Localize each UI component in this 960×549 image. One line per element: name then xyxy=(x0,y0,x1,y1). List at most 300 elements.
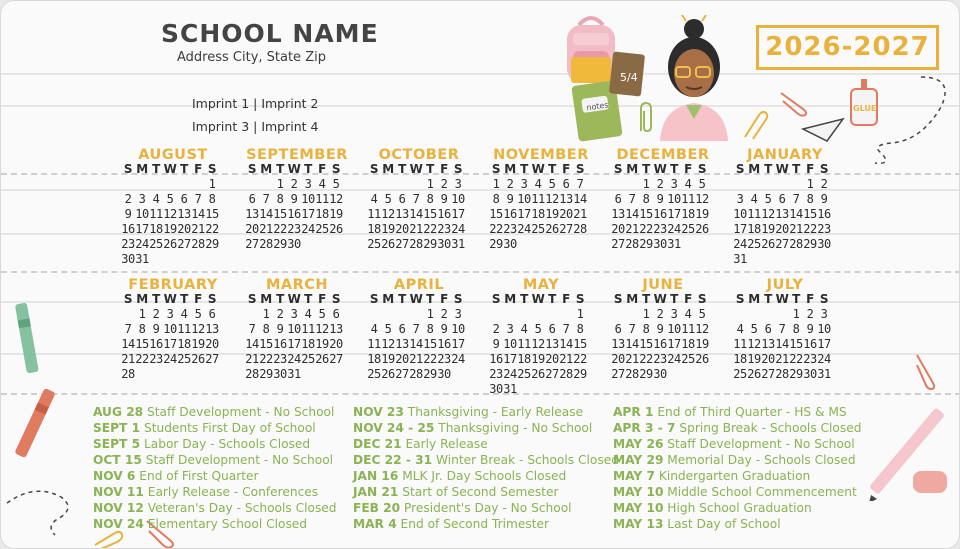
event-item xyxy=(613,516,861,532)
day-number: 19 xyxy=(381,352,395,366)
day-number: 3 xyxy=(520,177,528,191)
day-number: 10 xyxy=(517,192,531,206)
day-number: 30 xyxy=(437,237,451,251)
day-number: 18 xyxy=(367,222,381,236)
day-number: 22 xyxy=(273,222,287,236)
day-number: 9 xyxy=(656,192,664,206)
day-number: 20 xyxy=(395,352,409,366)
weekday-header: T xyxy=(152,162,160,176)
weekday-header: M xyxy=(748,162,760,176)
day-number: 17 xyxy=(163,337,177,351)
weekday-header: S xyxy=(453,162,463,176)
day-number: 2 xyxy=(290,177,298,191)
day-number: 26 xyxy=(163,237,177,251)
day-number: 1 xyxy=(792,307,800,321)
day-number: 27 xyxy=(177,237,191,251)
event-item xyxy=(353,516,619,532)
day-number: 9 xyxy=(124,207,132,221)
weekday-header: W xyxy=(531,162,545,176)
day-number: 5 xyxy=(194,307,202,321)
weekday-header: M xyxy=(626,292,638,306)
paperclip-icon xyxy=(739,109,769,143)
day-number: 10 xyxy=(667,322,681,336)
notebook-label: notes xyxy=(585,100,610,113)
event-description: Staff Development - No School xyxy=(667,437,855,451)
month-september xyxy=(245,146,349,252)
blank-day xyxy=(503,307,517,322)
day-grid xyxy=(611,292,715,382)
day-number: 24 xyxy=(451,222,465,236)
weekday-header: M xyxy=(260,162,272,176)
day-number: 30 xyxy=(273,367,287,381)
day-number: 20 xyxy=(177,222,191,236)
day-number: 30 xyxy=(653,367,667,381)
day-number: 24 xyxy=(301,222,315,236)
day-number: 5 xyxy=(318,307,326,321)
blank-day xyxy=(761,177,775,192)
event-description: Elementary School Closed xyxy=(147,517,308,531)
day-number: 21 xyxy=(121,352,135,366)
day-number: 15 xyxy=(639,207,653,221)
day-number: 7 xyxy=(262,192,270,206)
day-number: 27 xyxy=(775,237,789,251)
day-number: 30 xyxy=(489,382,503,396)
weekday-header: S xyxy=(735,162,745,176)
day-number: 19 xyxy=(315,337,329,351)
day-number: 15 xyxy=(205,207,219,221)
day-number: 27 xyxy=(545,367,559,381)
events-column-1 xyxy=(93,404,337,532)
weekday-header: S xyxy=(247,162,257,176)
event-item xyxy=(353,468,619,484)
event-item xyxy=(93,484,337,500)
blank-day xyxy=(625,177,639,192)
day-number: 7 xyxy=(778,322,786,336)
day-number: 17 xyxy=(733,222,747,236)
day-number: 3 xyxy=(290,307,298,321)
day-number: 16 xyxy=(287,207,301,221)
weekday-header: F xyxy=(684,292,692,306)
event-date: DEC 21 xyxy=(353,437,402,451)
day-number: 25 xyxy=(149,237,163,251)
month-may xyxy=(489,276,593,397)
day-number: 31 xyxy=(817,367,831,381)
day-number: 2 xyxy=(656,307,664,321)
weekday-header: S xyxy=(613,292,623,306)
day-number: 2 xyxy=(506,177,514,191)
weekday-header: F xyxy=(194,292,202,306)
day-number: 4 xyxy=(534,177,542,191)
school-name: SCHOOL NAME xyxy=(161,19,379,48)
event-date: NOV 6 xyxy=(93,469,136,483)
day-number: 7 xyxy=(576,177,584,191)
blank-day xyxy=(733,177,747,192)
day-number: 15 xyxy=(489,207,503,221)
weekday-header: F xyxy=(806,292,814,306)
day-number: 21 xyxy=(245,352,259,366)
day-number: 22 xyxy=(135,352,149,366)
day-number: 2 xyxy=(276,307,284,321)
day-number: 27 xyxy=(205,352,219,366)
day-number: 19 xyxy=(329,207,343,221)
day-number: 24 xyxy=(667,222,681,236)
day-number: 20 xyxy=(545,352,559,366)
day-number: 26 xyxy=(695,352,709,366)
event-item xyxy=(613,484,861,500)
day-number: 22 xyxy=(205,222,219,236)
blank-day xyxy=(177,177,191,192)
day-grid xyxy=(245,292,349,382)
event-item xyxy=(93,500,337,516)
day-number: 17 xyxy=(817,337,831,351)
day-number: 29 xyxy=(489,237,503,251)
day-number: 1 xyxy=(276,177,284,191)
day-number: 23 xyxy=(817,222,831,236)
day-number: 30 xyxy=(817,237,831,251)
weekday-header: S xyxy=(491,292,501,306)
day-number: 1 xyxy=(806,177,814,191)
day-number: 6 xyxy=(398,192,406,206)
event-item xyxy=(613,468,861,484)
day-number: 2 xyxy=(492,322,500,336)
weekday-header: W xyxy=(409,292,423,306)
crayon-icon xyxy=(11,383,61,463)
event-description: Winter Break - Schools Closed xyxy=(435,453,619,467)
day-grid xyxy=(489,162,593,252)
weekday-header: F xyxy=(440,162,448,176)
blank-day xyxy=(489,307,503,322)
weekday-header: W xyxy=(531,292,545,306)
day-number: 24 xyxy=(287,352,301,366)
day-number: 13 xyxy=(559,192,573,206)
day-number: 20 xyxy=(329,337,343,351)
blank-day xyxy=(789,177,803,192)
day-grid xyxy=(367,162,471,252)
day-number: 25 xyxy=(733,367,747,381)
day-number: 3 xyxy=(820,307,828,321)
month-name: OCTOBER xyxy=(378,147,460,163)
event-item xyxy=(613,500,861,516)
month-august xyxy=(121,146,225,267)
day-number: 3 xyxy=(506,322,514,336)
month-name: NOVEMBER xyxy=(493,147,589,163)
day-number: 16 xyxy=(653,337,667,351)
day-number: 11 xyxy=(301,322,315,336)
weekday-header: T xyxy=(426,162,434,176)
blank-day xyxy=(395,177,409,192)
day-number: 15 xyxy=(423,337,437,351)
day-number: 26 xyxy=(329,222,343,236)
day-number: 17 xyxy=(301,207,315,221)
day-number: 8 xyxy=(806,192,814,206)
event-description: Labor Day - Schools Closed xyxy=(143,437,311,451)
day-number: 28 xyxy=(559,367,573,381)
day-number: 19 xyxy=(747,352,761,366)
day-number: 14 xyxy=(559,337,573,351)
event-date: MAY 29 xyxy=(613,453,664,467)
day-number: 16 xyxy=(817,207,831,221)
day-number: 7 xyxy=(562,322,570,336)
day-number: 20 xyxy=(761,352,775,366)
day-number: 25 xyxy=(367,237,381,251)
day-number: 8 xyxy=(576,322,584,336)
day-number: 12 xyxy=(695,322,709,336)
day-number: 4 xyxy=(152,192,160,206)
day-number: 4 xyxy=(750,192,758,206)
day-number: 19 xyxy=(695,207,709,221)
blank-day xyxy=(517,307,531,322)
blank-day xyxy=(121,307,135,322)
day-number: 18 xyxy=(315,207,329,221)
school-address: Address City, State Zip xyxy=(177,50,326,65)
day-number: 27 xyxy=(395,237,409,251)
weekday-header: W xyxy=(287,162,301,176)
weekday-header: T xyxy=(426,292,434,306)
day-number: 7 xyxy=(628,322,636,336)
weekday-header: M xyxy=(136,292,148,306)
day-number: 26 xyxy=(315,352,329,366)
event-item xyxy=(93,468,337,484)
event-date: MAR 4 xyxy=(353,517,397,531)
day-number: 26 xyxy=(747,367,761,381)
weekday-header: T xyxy=(304,162,312,176)
day-number: 6 xyxy=(562,177,570,191)
day-grid xyxy=(121,292,225,382)
day-number: 7 xyxy=(412,192,420,206)
day-number: 23 xyxy=(121,237,135,251)
month-june xyxy=(611,276,715,382)
day-number: 3 xyxy=(166,307,174,321)
day-number: 8 xyxy=(208,192,216,206)
weekday-header: S xyxy=(613,162,623,176)
day-number: 4 xyxy=(318,177,326,191)
day-number: 15 xyxy=(789,337,803,351)
blank-day xyxy=(531,307,545,322)
blank-day xyxy=(245,307,259,322)
day-number: 29 xyxy=(639,237,653,251)
event-item xyxy=(93,420,337,436)
weekday-header: T xyxy=(764,162,772,176)
event-description: Early Release - Conferences xyxy=(147,485,319,499)
day-number: 10 xyxy=(451,322,465,336)
day-number: 2 xyxy=(656,177,664,191)
day-number: 18 xyxy=(681,207,695,221)
day-number: 12 xyxy=(531,337,545,351)
day-number: 12 xyxy=(381,207,395,221)
day-number: 23 xyxy=(503,222,517,236)
day-number: 28 xyxy=(121,367,135,381)
day-number: 15 xyxy=(423,207,437,221)
day-number: 30 xyxy=(121,252,135,266)
weekday-header: F xyxy=(318,162,326,176)
day-number: 9 xyxy=(656,322,664,336)
weekday-header: S xyxy=(453,292,463,306)
day-number: 23 xyxy=(273,352,287,366)
day-number: 4 xyxy=(684,177,692,191)
month-october xyxy=(367,146,471,252)
event-item xyxy=(93,452,337,468)
day-number: 19 xyxy=(163,222,177,236)
weekday-header: M xyxy=(626,162,638,176)
blank-day xyxy=(761,307,775,322)
day-number: 6 xyxy=(548,322,556,336)
day-number: 19 xyxy=(531,352,545,366)
weekday-header: S xyxy=(697,162,707,176)
day-number: 21 xyxy=(573,207,587,221)
day-number: 27 xyxy=(559,222,573,236)
day-number: 22 xyxy=(423,352,437,366)
blank-day xyxy=(149,177,163,192)
day-number: 28 xyxy=(191,237,205,251)
event-description: End of Third Quarter - HS & MS xyxy=(657,405,847,419)
day-number: 10 xyxy=(451,192,465,206)
day-number: 16 xyxy=(437,207,451,221)
month-name: JANUARY xyxy=(747,147,823,163)
day-number: 31 xyxy=(287,367,301,381)
day-number: 28 xyxy=(789,237,803,251)
day-number: 2 xyxy=(152,307,160,321)
weekday-header: T xyxy=(642,162,650,176)
day-number: 10 xyxy=(301,192,315,206)
day-number: 5 xyxy=(384,192,392,206)
day-number: 25 xyxy=(681,352,695,366)
day-number: 24 xyxy=(135,237,149,251)
event-item xyxy=(353,484,619,500)
day-number: 29 xyxy=(205,237,219,251)
day-number: 31 xyxy=(135,252,149,266)
weekday-header: F xyxy=(318,292,326,306)
day-number: 10 xyxy=(733,207,747,221)
day-number: 5 xyxy=(764,192,772,206)
blank-day xyxy=(545,307,559,322)
day-number: 3 xyxy=(670,307,678,321)
day-number: 25 xyxy=(531,222,545,236)
event-item xyxy=(353,420,619,436)
day-number: 24 xyxy=(451,352,465,366)
day-number: 1 xyxy=(492,177,500,191)
month-name: DECEMBER xyxy=(616,147,710,163)
day-number: 4 xyxy=(684,307,692,321)
day-number: 30 xyxy=(803,367,817,381)
blank-day xyxy=(775,307,789,322)
day-number: 5 xyxy=(384,322,392,336)
day-number: 10 xyxy=(817,322,831,336)
day-number: 11 xyxy=(517,337,531,351)
day-number: 29 xyxy=(573,367,587,381)
day-number: 10 xyxy=(287,322,301,336)
day-number: 31 xyxy=(451,237,465,251)
day-number: 8 xyxy=(492,192,500,206)
day-number: 18 xyxy=(517,352,531,366)
day-number: 2 xyxy=(440,177,448,191)
day-number: 20 xyxy=(775,222,789,236)
weekday-header: T xyxy=(670,162,678,176)
weekday-header: M xyxy=(748,292,760,306)
day-number: 11 xyxy=(681,322,695,336)
day-number: 28 xyxy=(245,367,259,381)
day-number: 3 xyxy=(736,192,744,206)
event-description: Memorial Day - Schools Closed xyxy=(667,453,856,467)
event-item xyxy=(353,500,619,516)
blank-day xyxy=(121,177,135,192)
day-number: 8 xyxy=(276,192,284,206)
month-name: SEPTEMBER xyxy=(246,147,348,163)
day-number: 3 xyxy=(454,307,462,321)
weekday-header: F xyxy=(562,162,570,176)
day-number: 1 xyxy=(426,307,434,321)
event-date: MAY 13 xyxy=(613,517,664,531)
month-name: APRIL xyxy=(393,277,445,293)
day-number: 17 xyxy=(451,337,465,351)
day-number: 13 xyxy=(611,337,625,351)
day-number: 30 xyxy=(503,237,517,251)
event-date: JAN 21 xyxy=(353,485,399,499)
day-number: 26 xyxy=(381,367,395,381)
event-date: MAY 10 xyxy=(613,501,664,515)
weekday-header: S xyxy=(369,162,379,176)
weekday-header: F xyxy=(806,162,814,176)
month-name: JULY xyxy=(766,277,804,293)
day-number: 26 xyxy=(695,222,709,236)
events-column-3 xyxy=(613,404,861,532)
weekday-header: M xyxy=(504,162,516,176)
day-number: 5 xyxy=(332,177,340,191)
weekday-header: T xyxy=(152,292,160,306)
day-number: 8 xyxy=(642,192,650,206)
event-description: Students First Day of School xyxy=(143,421,316,435)
day-number: 13 xyxy=(395,207,409,221)
day-number: 19 xyxy=(761,222,775,236)
day-number: 9 xyxy=(290,192,298,206)
day-number: 7 xyxy=(792,192,800,206)
day-number: 21 xyxy=(191,222,205,236)
day-number: 12 xyxy=(163,207,177,221)
weekday-header: T xyxy=(792,162,800,176)
day-number: 4 xyxy=(520,322,528,336)
day-number: 1 xyxy=(642,177,650,191)
day-number: 14 xyxy=(409,337,423,351)
day-number: 14 xyxy=(573,192,587,206)
blank-day xyxy=(367,307,381,322)
day-number: 3 xyxy=(670,177,678,191)
blank-day xyxy=(747,307,761,322)
day-number: 14 xyxy=(259,207,273,221)
day-number: 12 xyxy=(747,337,761,351)
day-number: 9 xyxy=(506,192,514,206)
day-number: 17 xyxy=(503,352,517,366)
day-number: 12 xyxy=(545,192,559,206)
day-number: 6 xyxy=(398,322,406,336)
imprint-line-1: Imprint 1 | Imprint 2 xyxy=(192,96,319,111)
day-number: 28 xyxy=(775,367,789,381)
day-number: 18 xyxy=(531,207,545,221)
weekday-header: T xyxy=(276,162,284,176)
event-description: End of Second Trimester xyxy=(400,517,549,531)
event-item xyxy=(613,404,861,420)
day-number: 9 xyxy=(440,192,448,206)
day-number: 20 xyxy=(395,222,409,236)
weekday-header: T xyxy=(792,292,800,306)
blank-day xyxy=(409,307,423,322)
day-number: 18 xyxy=(747,222,761,236)
day-number: 10 xyxy=(163,322,177,336)
day-number: 24 xyxy=(517,222,531,236)
day-number: 6 xyxy=(764,322,772,336)
blank-day xyxy=(367,177,381,192)
day-number: 11 xyxy=(315,192,329,206)
event-item xyxy=(613,436,861,452)
blank-day xyxy=(611,307,625,322)
